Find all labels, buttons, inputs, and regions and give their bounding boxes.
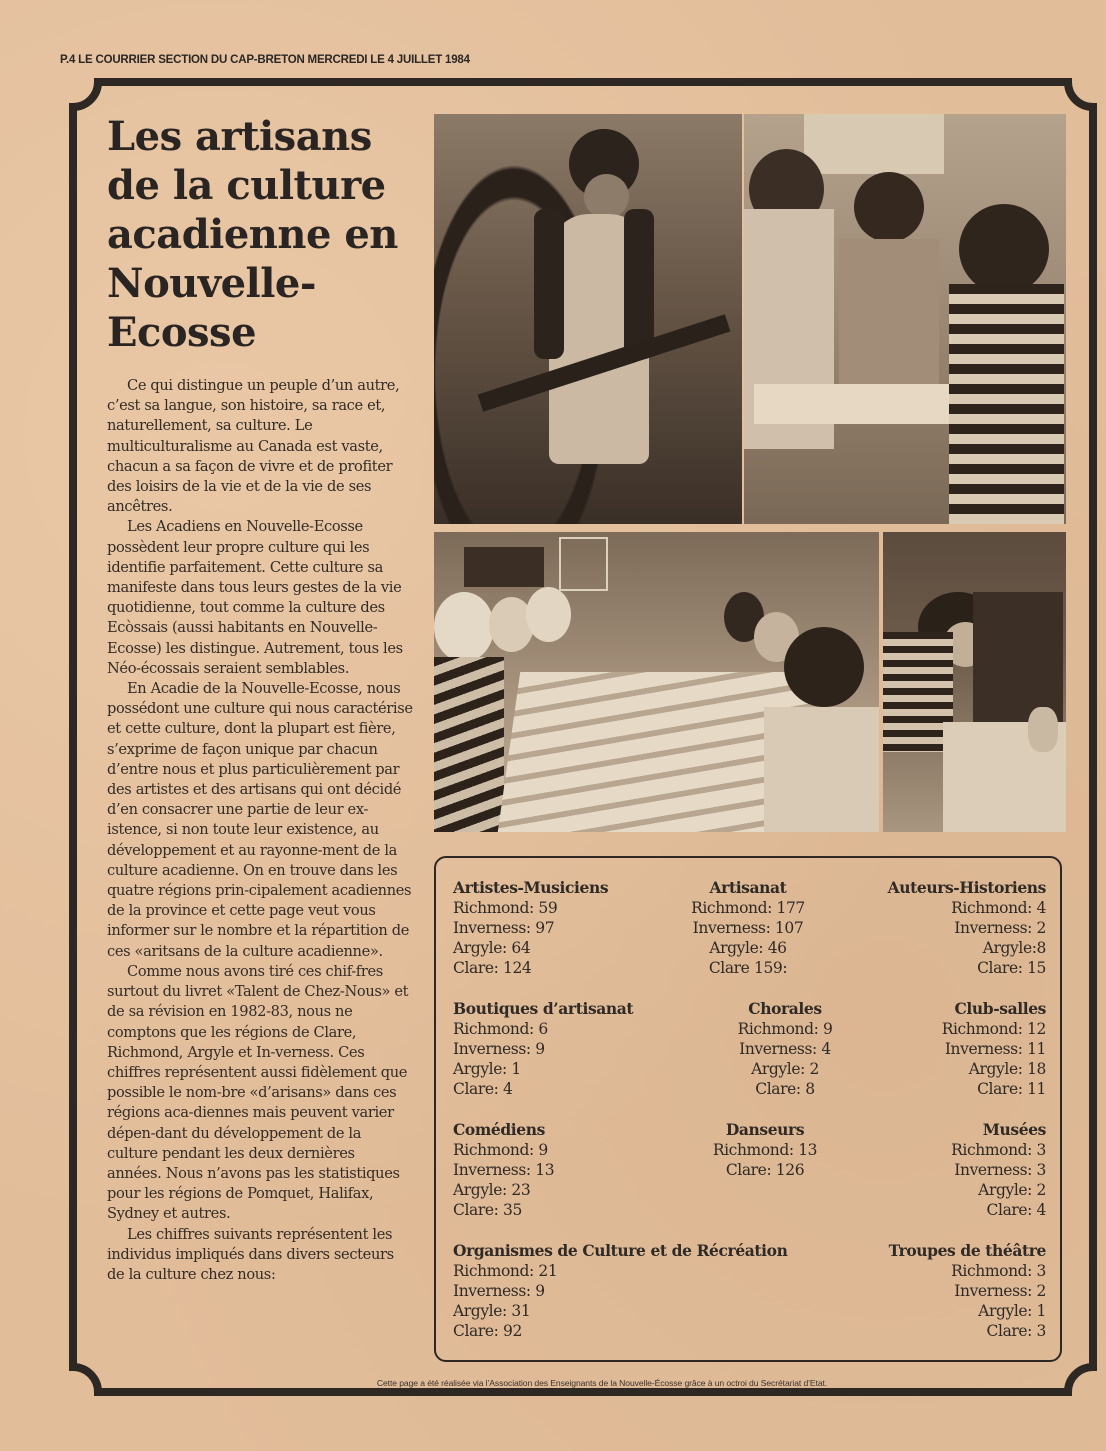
stat-line: Clare: 126 bbox=[725, 1161, 805, 1179]
stat-line: Inverness: 2 bbox=[954, 1282, 1046, 1300]
stat-line: Richmond: 3 bbox=[951, 1141, 1046, 1159]
stat-line: Clare: 4 bbox=[986, 1201, 1046, 1219]
stat-club-salles bbox=[846, 999, 1046, 1099]
stat-title: Artisanat bbox=[709, 878, 787, 897]
stat-line: Inverness: 13 bbox=[453, 1161, 555, 1179]
stat-line: Richmond: 3 bbox=[951, 1262, 1046, 1280]
stat-title: Comédiens bbox=[453, 1120, 545, 1139]
headline: Les artisans de la culture acadienne en Nouvelle-Ecosse bbox=[107, 113, 398, 356]
stat-title: Musées bbox=[982, 1120, 1046, 1139]
stat-line: Inverness: 4 bbox=[739, 1040, 831, 1058]
stat-title: Boutiques d’artisanat bbox=[453, 999, 634, 1018]
stat-title: Danseurs bbox=[725, 1120, 805, 1139]
stat-line: Richmond: 13 bbox=[712, 1141, 818, 1159]
stat-line: Inverness: 2 bbox=[954, 919, 1046, 937]
stat-line: Richmond: 6 bbox=[453, 1020, 548, 1038]
stat-line: Argyle: 31 bbox=[453, 1302, 531, 1320]
photo-children-crafts bbox=[744, 114, 1066, 524]
stat-line: Inverness: 3 bbox=[954, 1161, 1046, 1179]
stat-title: Artistes-Musiciens bbox=[453, 878, 609, 897]
stat-title: Auteurs-Historiens bbox=[887, 878, 1046, 897]
paragraph: Les Acadiens en Nouvelle-Ecosse possèdent leur propre culture qui les identifie parfaitement. Cette culture sa manifeste dans tous leurs gestes de la vie quotidienne, tout comme la culture des Ecòssais (aussi habitants en Nouvelle-Ecosse) les distingue. Autrement, tous les Néo-écossais seraient semblables. bbox=[107, 518, 403, 677]
stat-line: Richmond: 21 bbox=[453, 1262, 558, 1280]
paragraph: Comme nous avons tiré ces chif-fres surtout du livret «Talent de Chez-Nous» et de sa révision en 1982-83, nous ne comptons que les régions de Clare, Richmond, Argyle et In-verness. Ces chiffres représentent aussi fidèlement que possible le nom-bre «d’arisans» dans ces régions aca-diennes mais peuvent varier dépen-dant du développement de la culture pendant les deux dernières années. Nous n’avons pas les statistiques pour les régions de Pomquet, Halifax, Sydney et autres. bbox=[107, 962, 409, 1223]
stat-line: Argyle: 2 bbox=[978, 1181, 1046, 1199]
paragraph: En Acadie de la Nouvelle-Ecosse, nous possédont une culture qui nous caractérise et cette culture, dont la plupart est fière, s’exprime de façon unique par chacun d’entre nous et plus particulièrement par des artistes et des artisans qui ont décidé d’en consacrer une partie de leur ex-istence, si non toute leur existence, au développement et au rayonne-ment de la culture acadienne. On en trouve dans les quatre régions prin-cipalement acadiennes de la province et cette page veut vous informer sur le nombre et la répartition de ces «aritsans de la culture acadienne». bbox=[107, 680, 413, 960]
stat-line: Richmond: 59 bbox=[453, 899, 558, 917]
stat-title: Troupes de théâtre bbox=[888, 1241, 1046, 1260]
stat-line: Argyle: 1 bbox=[453, 1060, 521, 1078]
stat-auteurs-historiens bbox=[846, 878, 1046, 978]
stat-organismes-culture-recreation bbox=[453, 1241, 787, 1341]
stat-line: Richmond: 177 bbox=[691, 899, 805, 917]
stat-title: Chorales bbox=[748, 999, 822, 1018]
paragraph: Ce qui distingue un peuple d’un autre, c’est sa langue, son histoire, sa race et, naturellement, sa culture. Le multiculturalisme au Canada est vaste, chacun a sa façon de vivre et de profiter des loisirs de la vie et de la vie de ses ancêtres. bbox=[107, 377, 400, 516]
stat-line: Clare: 3 bbox=[986, 1322, 1046, 1340]
stat-title: Club-salles bbox=[954, 999, 1046, 1018]
paragraph: Les chiffres suivants représentent les individus impliqués dans divers secteurs de la culture chez nous: bbox=[107, 1225, 394, 1283]
photo-quilting bbox=[434, 532, 879, 832]
photo-pottery bbox=[883, 532, 1066, 832]
stat-line: Richmond: 9 bbox=[737, 1020, 833, 1038]
stat-line: Argyle: 18 bbox=[968, 1060, 1046, 1078]
stat-line: Inverness: 97 bbox=[453, 919, 555, 937]
stat-line: Clare: 4 bbox=[453, 1080, 513, 1098]
stat-musees bbox=[846, 1120, 1046, 1220]
stat-danseurs bbox=[690, 1120, 840, 1180]
stat-line: Inverness: 9 bbox=[453, 1040, 545, 1058]
stat-line: Richmond: 12 bbox=[941, 1020, 1046, 1038]
stat-artistes-musiciens bbox=[453, 878, 608, 978]
stat-line: Richmond: 4 bbox=[951, 899, 1046, 917]
stat-line: Inverness: 9 bbox=[453, 1282, 545, 1300]
stat-line: Clare: 8 bbox=[755, 1080, 815, 1098]
article-body bbox=[107, 376, 413, 1285]
stat-line: Clare: 92 bbox=[453, 1322, 522, 1340]
stat-troupes-theatre bbox=[846, 1241, 1046, 1341]
stat-line: Argyle: 2 bbox=[751, 1060, 819, 1078]
photo-spinning-wheel bbox=[434, 114, 742, 524]
stat-line: Clare: 11 bbox=[977, 1080, 1046, 1098]
stat-line: Clare: 15 bbox=[977, 959, 1046, 977]
stat-line: Inverness: 11 bbox=[944, 1040, 1046, 1058]
stat-line: Clare 159: bbox=[708, 959, 788, 977]
stat-line: Clare: 124 bbox=[453, 959, 532, 977]
stat-line: Argyle: 23 bbox=[453, 1181, 531, 1199]
stat-line: Richmond: 9 bbox=[453, 1141, 548, 1159]
stat-comediens bbox=[453, 1120, 554, 1220]
stat-line: Argyle:8 bbox=[982, 939, 1046, 957]
stat-line: Clare: 35 bbox=[453, 1201, 522, 1219]
stat-title: Organismes de Culture et de Récréation bbox=[453, 1241, 788, 1260]
stat-artisanat bbox=[668, 878, 828, 978]
stat-chorales bbox=[710, 999, 860, 1099]
stat-line: Argyle: 1 bbox=[978, 1302, 1046, 1320]
stat-line: Argyle: 46 bbox=[709, 939, 787, 957]
footer-credit: Cette page a été réalisée via l’Association des Enseignants de la Nouvelle-Écosse grâce à un octroi du Secrétariat d’Etat. bbox=[376, 1378, 828, 1388]
stat-boutiques-artisanat bbox=[453, 999, 633, 1099]
stat-line: Inverness: 107 bbox=[692, 919, 804, 937]
stat-line: Argyle: 64 bbox=[453, 939, 531, 957]
running-head: P.4 LE COURRIER SECTION DU CAP-BRETON MERCREDI LE 4 JUILLET 1984 bbox=[60, 54, 470, 66]
